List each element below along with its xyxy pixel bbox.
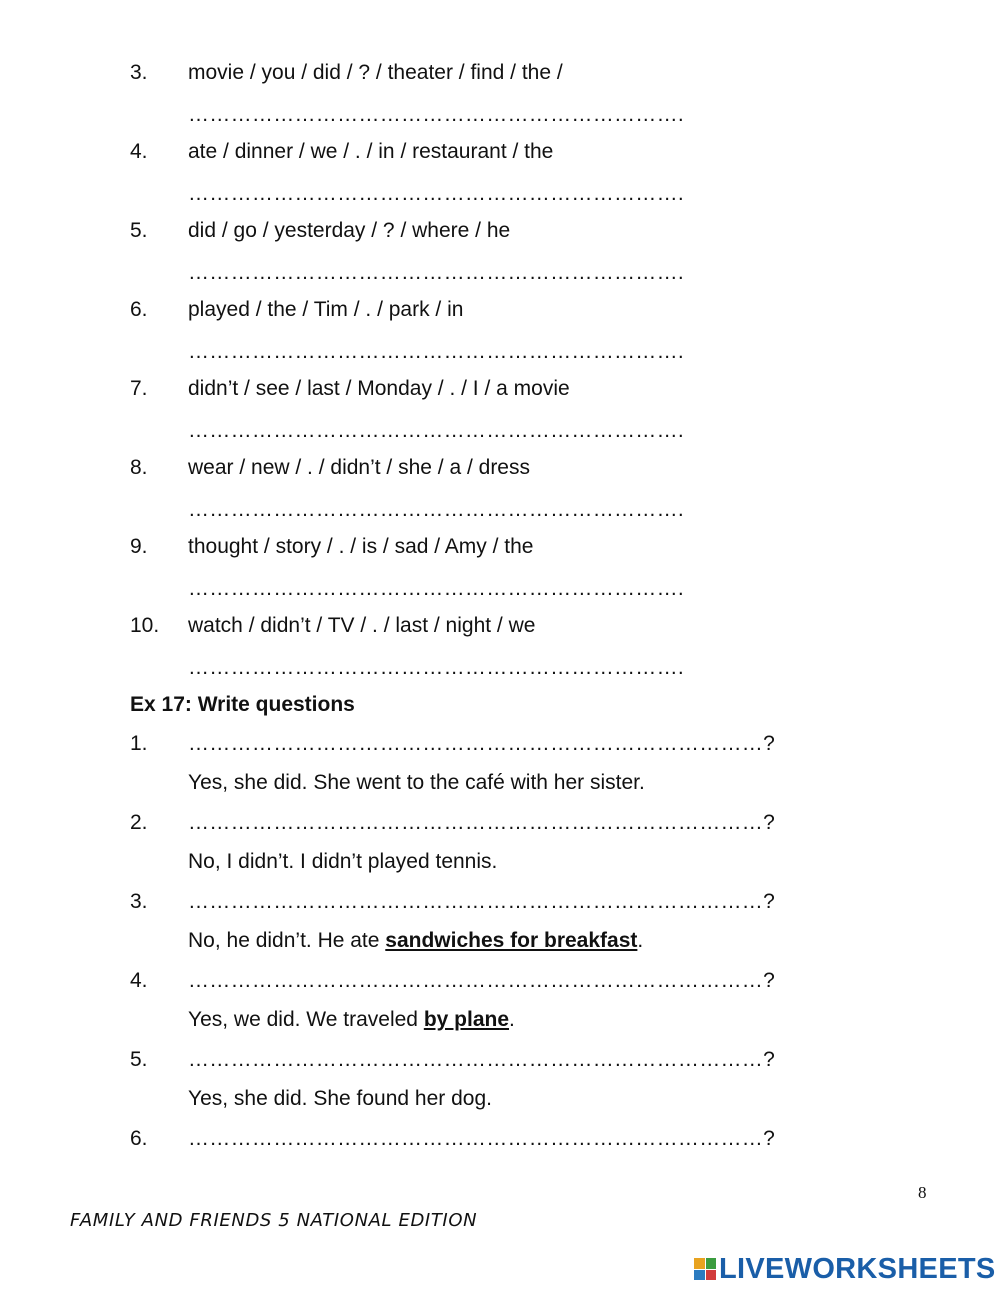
answer-pre: Yes, she did. She went to the café with her sister. bbox=[188, 771, 645, 794]
scrambled-words: movie / you / did / ? / theater / find / the / bbox=[188, 61, 563, 84]
answer-dots: ……………………………………………………………. bbox=[188, 261, 685, 284]
exercise-17-heading: Ex 17: Write questions bbox=[130, 693, 355, 716]
item-number: 4. bbox=[130, 969, 148, 992]
item-number: 3. bbox=[130, 890, 148, 913]
liveworksheets-icon bbox=[694, 1258, 716, 1280]
item-number: 5. bbox=[130, 1048, 148, 1071]
question-dots: ………………………………………………………………………? bbox=[188, 969, 776, 992]
answer-dots: ……………………………………………………………. bbox=[188, 340, 685, 363]
item-number: 1. bbox=[130, 732, 148, 755]
item-number: 2. bbox=[130, 811, 148, 834]
answer-pre: No, I didn’t. I didn’t played tennis. bbox=[188, 850, 498, 873]
brand-name: LIVEWORKSHEETS bbox=[719, 1252, 996, 1285]
item-number: 10. bbox=[130, 614, 160, 637]
answer-dots: ……………………………………………………………. bbox=[188, 419, 685, 442]
question-dots: ………………………………………………………………………? bbox=[188, 1048, 776, 1071]
scrambled-words: thought / story / . / is / sad / Amy / the bbox=[188, 535, 534, 558]
scrambled-words: played / the / Tim / . / park / in bbox=[188, 298, 464, 321]
answer-emphasis: by plane bbox=[423, 1008, 510, 1031]
answer-dots: ……………………………………………………………. bbox=[188, 656, 685, 679]
item-number: 9. bbox=[130, 535, 148, 558]
answer-dots: ……………………………………………………………. bbox=[188, 577, 685, 600]
item-number: 6. bbox=[130, 1127, 148, 1150]
item-number: 8. bbox=[130, 456, 148, 479]
item-number: 5. bbox=[130, 219, 148, 242]
item-number: 3. bbox=[130, 61, 148, 84]
scrambled-words: watch / didn’t / TV / . / last / night / we bbox=[188, 614, 536, 637]
answer-pre: Yes, we did. We traveled bbox=[188, 1008, 424, 1031]
answer-emphasis: sandwiches for breakfast bbox=[385, 929, 638, 952]
question-dots: ………………………………………………………………………? bbox=[188, 1127, 776, 1150]
scrambled-words: didn’t / see / last / Monday / . / I / a movie bbox=[188, 377, 570, 400]
scrambled-words: ate / dinner / we / . / in / restaurant / the bbox=[188, 140, 554, 163]
answer-post: . bbox=[509, 1008, 515, 1031]
question-dots: ………………………………………………………………………? bbox=[188, 732, 776, 755]
question-dots: ………………………………………………………………………? bbox=[188, 890, 776, 913]
item-number: 4. bbox=[130, 140, 148, 163]
answer-dots: ……………………………………………………………. bbox=[188, 103, 685, 126]
scrambled-words: wear / new / . / didn’t / she / a / dress bbox=[188, 456, 530, 479]
answer-pre: Yes, she did. She found her dog. bbox=[188, 1087, 492, 1110]
item-number: 7. bbox=[130, 377, 148, 400]
question-dots: ………………………………………………………………………? bbox=[188, 811, 776, 834]
scrambled-words: did / go / yesterday / ? / where / he bbox=[188, 219, 511, 242]
answer-dots: ……………………………………………………………. bbox=[188, 182, 685, 205]
footer-book-title: FAMILY AND FRIENDS 5 NATIONAL EDITION bbox=[70, 1210, 478, 1231]
answer-dots: ……………………………………………………………. bbox=[188, 498, 685, 521]
item-number: 6. bbox=[130, 298, 148, 321]
page-number: 8 bbox=[918, 1183, 927, 1202]
liveworksheets-logo bbox=[694, 1254, 996, 1284]
answer-post: . bbox=[637, 929, 644, 952]
answer-pre: No, he didn’t. He ate bbox=[188, 929, 386, 952]
